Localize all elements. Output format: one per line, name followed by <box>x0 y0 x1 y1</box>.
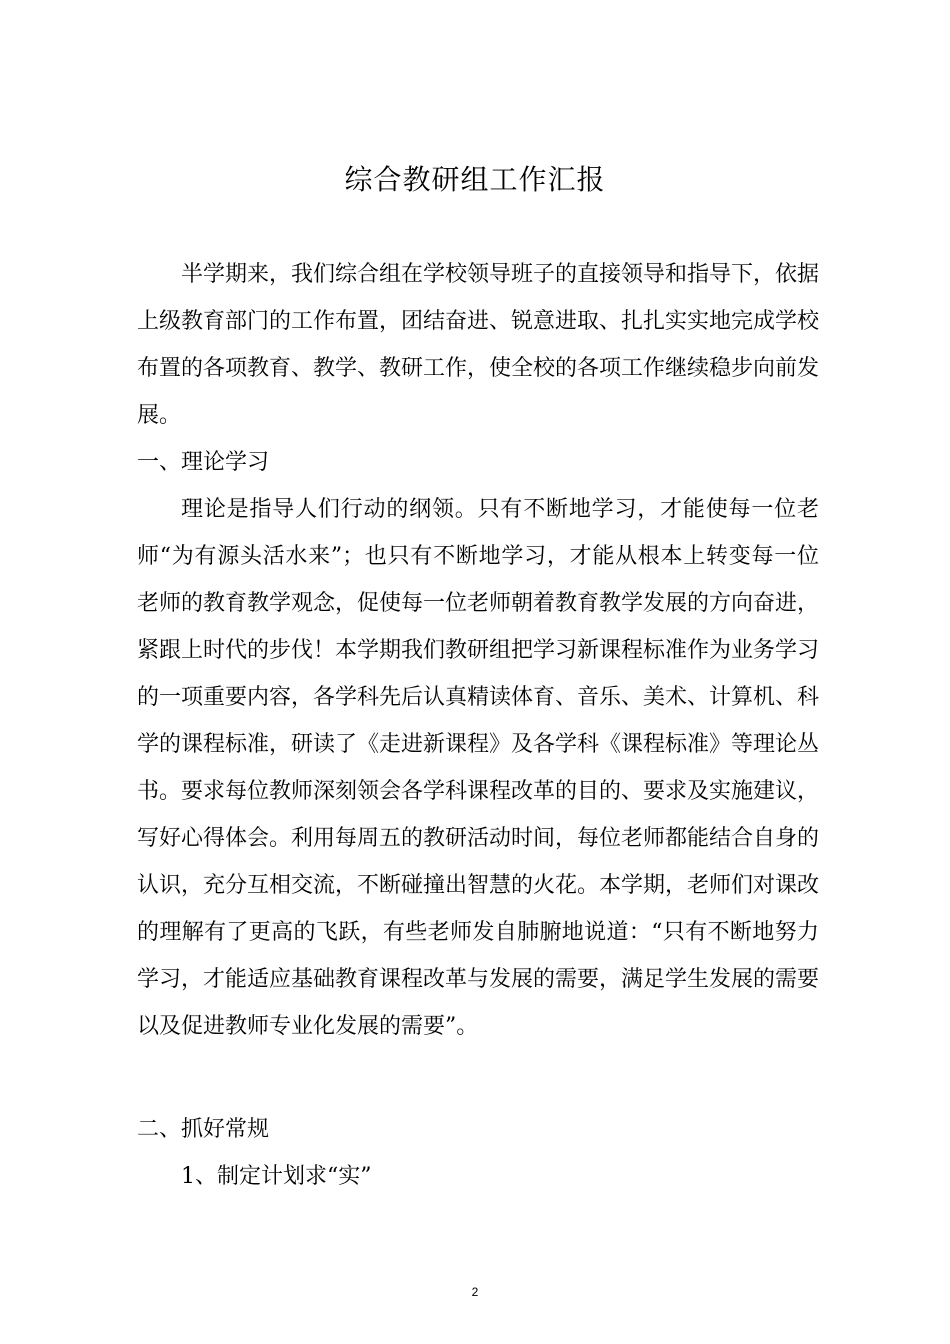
section-heading-theory-study: 一、理论学习 <box>137 450 270 475</box>
section-heading-routine: 二、抓好常规 <box>137 1117 270 1142</box>
intro-paragraph: 半学期来，我们综合组在学校领导班子的直接领导和指导下，依据上级教育部门的工作布置，团结奋进、锐意进取、扎扎实实地完成学校布置的各项教育、教学、教研工作，使全校的各项工作继续稳步向前发展。 <box>137 262 820 428</box>
subheading-plan: 1、制定计划求“实” <box>181 1164 372 1189</box>
document-title: 综合教研组工作汇报 <box>344 163 606 196</box>
theory-study-paragraph: 理论是指导人们行动的纲领。只有不断地学习，才能使每一位老师“为有源头活水来”；也只有不断地学习，才能从根本上转变每一位老师的教育教学观念，促使每一位老师朝着教育教学发展的方向奋进，紧跟上时代的步伐！本学期我们教研组把学习新课程标准作为业务学习的一项重要内容，各学科先后认真精读体育、音乐、美术、计算机、科学的课程标准，研读了《走进新课程》及各学科《课程标准》等理论丛书。要求每位教师深刻领会各学科课程改革的目的、要求及实施建议，写好心得体会。利用每周五的教研活动时间，每位老师都能结合自身的认识，充分互相交流，不断碰撞出智慧的火花。本学期，老师们对课改的理解有了更高的飞跃，有些老师发自肺腑地说道：“只有不断地努力学习，才能适应基础教育课程改革与发展的需要，满足学生发展的需要以及促进教师专业化发展的需要”。 <box>137 497 820 1039</box>
page-number: 2 <box>471 1285 479 1299</box>
document-body <box>137 251 819 1050</box>
document-body-continued <box>137 1106 819 1200</box>
